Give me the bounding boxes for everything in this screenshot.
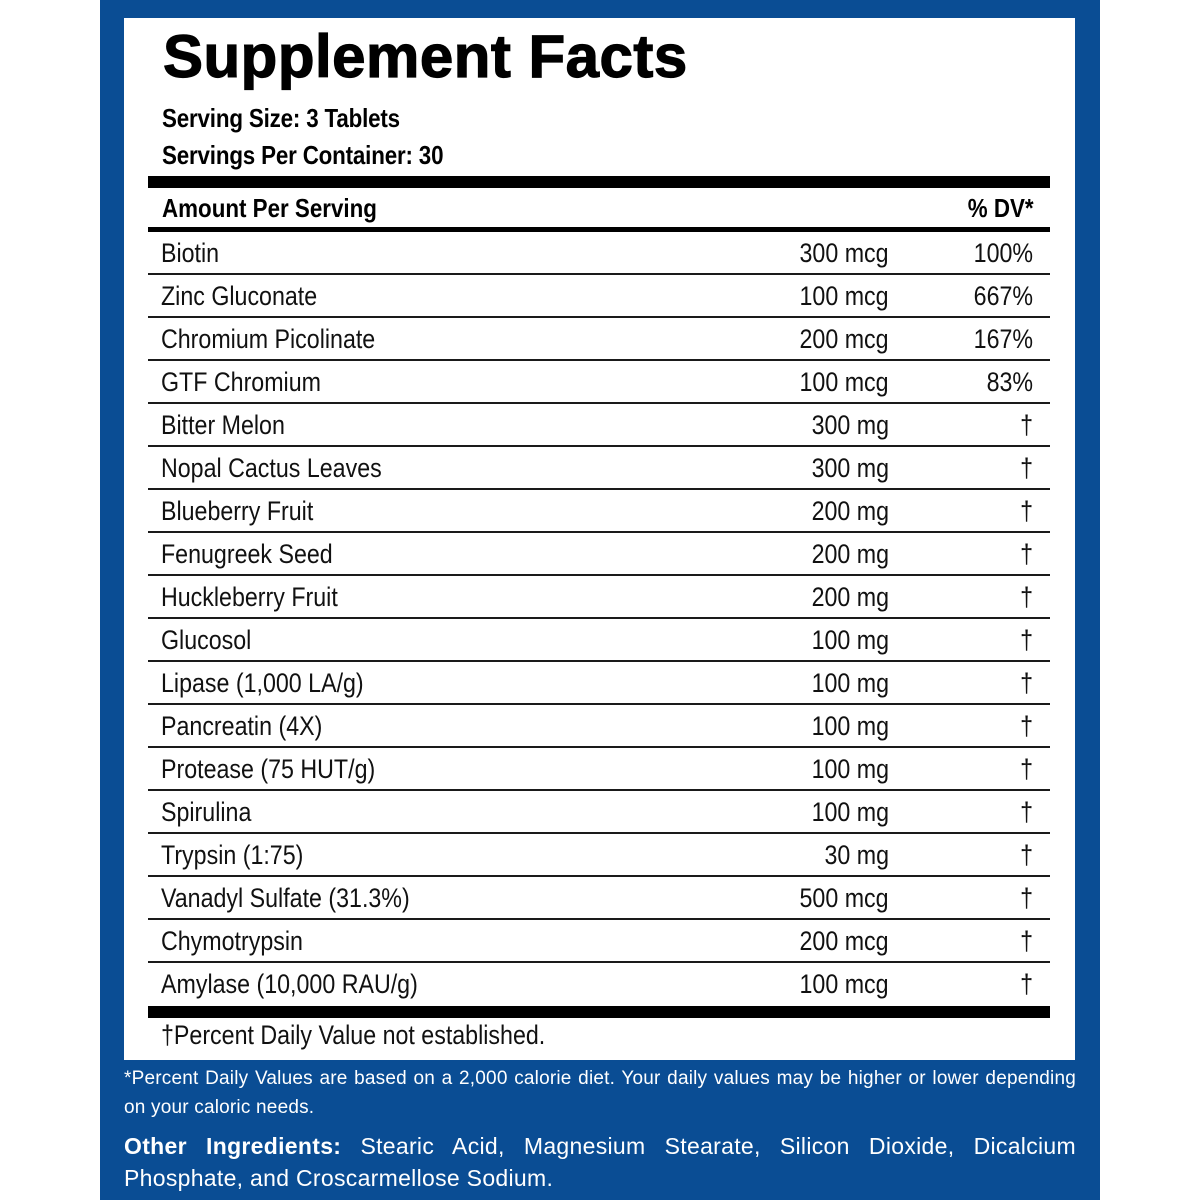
table-row: [148, 748, 1050, 791]
nutrient-daily-value: †: [1020, 496, 1033, 526]
nutrient-name: Protease (75 HUT/g): [161, 754, 376, 784]
nutrient-daily-value: †: [1020, 926, 1033, 956]
nutrient-name: Blueberry Fruit: [161, 496, 314, 526]
nutrient-amount: 100 mcg: [799, 367, 889, 397]
nutrient-amount: 200 mcg: [799, 926, 889, 956]
thick-divider-top: [148, 176, 1050, 188]
nutrient-amount: 200 mcg: [799, 324, 889, 354]
nutrient-amount: 100 mg: [811, 668, 889, 698]
nutrient-amount: 30 mg: [824, 840, 889, 870]
nutrient-table: [148, 232, 1050, 1004]
nutrient-daily-value: †: [1020, 582, 1033, 612]
nutrient-amount: 300 mg: [811, 453, 889, 483]
nutrient-amount: 100 mg: [811, 797, 889, 827]
nutrient-amount: 200 mg: [811, 582, 889, 612]
nutrient-amount: 100 mg: [811, 711, 889, 741]
nutrient-daily-value: †: [1020, 797, 1033, 827]
nutrient-name: Fenugreek Seed: [161, 539, 333, 569]
nutrient-name: Pancreatin (4X): [161, 711, 323, 741]
table-row: [148, 920, 1050, 963]
nutrient-daily-value: †: [1020, 840, 1033, 870]
nutrient-name: Biotin: [161, 238, 220, 268]
nutrient-name: Bitter Melon: [161, 410, 285, 440]
table-row: [148, 963, 1050, 1004]
nutrient-name: GTF Chromium: [161, 367, 321, 397]
nutrient-amount: 200 mg: [811, 496, 889, 526]
amount-per-serving-label: Amount Per Serving: [162, 193, 377, 223]
nutrient-daily-value: 83%: [986, 367, 1033, 397]
other-ingredients-label: Other Ingredients:: [124, 1133, 342, 1159]
nutrient-amount: 300 mcg: [799, 238, 889, 268]
table-row: [148, 877, 1050, 920]
table-row: [148, 404, 1050, 447]
table-row: [148, 662, 1050, 705]
nutrient-name: Zinc Gluconate: [161, 281, 318, 311]
nutrient-daily-value: †: [1020, 410, 1033, 440]
nutrient-name: Chymotrypsin: [161, 926, 303, 956]
table-row: [148, 490, 1050, 533]
serving-size: Serving Size: 3 Tablets: [162, 103, 400, 133]
table-row: [148, 619, 1050, 662]
nutrient-daily-value: †: [1020, 883, 1033, 913]
nutrient-name: Amylase (10,000 RAU/g): [161, 969, 418, 999]
nutrient-name: Trypsin (1:75): [161, 840, 304, 870]
nutrient-daily-value: 100%: [973, 238, 1033, 268]
nutrient-amount: 500 mcg: [799, 883, 889, 913]
nutrient-amount: 100 mg: [811, 625, 889, 655]
nutrient-name: Vanadyl Sulfate (31.3%): [161, 883, 410, 913]
table-row: [148, 834, 1050, 877]
nutrient-daily-value: †: [1020, 625, 1033, 655]
label-title: Supplement Facts: [163, 23, 688, 90]
nutrient-daily-value: †: [1020, 668, 1033, 698]
table-row: [148, 361, 1050, 404]
table-header: [148, 188, 1050, 227]
nutrient-daily-value: †: [1020, 711, 1033, 741]
nutrient-name: Lipase (1,000 LA/g): [161, 668, 364, 698]
daily-value-disclaimer: *Percent Daily Values are based on a 2,000 calorie diet. Your daily values may be higher or lower depending on your caloric needs.: [124, 1068, 1076, 1118]
table-row: [148, 318, 1050, 361]
thick-divider-bottom: [148, 1006, 1050, 1018]
table-row: [148, 533, 1050, 576]
nutrient-amount: 200 mg: [811, 539, 889, 569]
nutrient-name: Huckleberry Fruit: [161, 582, 338, 612]
other-ingredients: [124, 1130, 1076, 1194]
nutrient-daily-value: †: [1020, 453, 1033, 483]
nutrient-daily-value: †: [1020, 754, 1033, 784]
table-row: [148, 232, 1050, 275]
nutrient-name: Chromium Picolinate: [161, 324, 376, 354]
table-row: [148, 275, 1050, 318]
nutrient-name: Glucosol: [161, 625, 252, 655]
nutrient-daily-value: †: [1020, 539, 1033, 569]
table-row: [148, 576, 1050, 619]
nutrient-amount: 100 mcg: [799, 281, 889, 311]
table-row: [148, 705, 1050, 748]
nutrient-name: Spirulina: [161, 797, 252, 827]
nutrient-amount: 100 mcg: [799, 969, 889, 999]
nutrient-daily-value: 667%: [973, 281, 1033, 311]
nutrient-daily-value: 167%: [973, 324, 1033, 354]
table-row: [148, 791, 1050, 834]
daily-value-header: % DV*: [968, 193, 1034, 223]
other-ingredients-list: Stearic Acid, Magnesium Stearate, Silicon Dioxide, Dicalcium Phosphate, and Croscarmellose Sodium.: [124, 1133, 1076, 1191]
nutrient-amount: 300 mg: [811, 410, 889, 440]
nutrient-amount: 100 mg: [811, 754, 889, 784]
servings-per-container: Servings Per Container: 30: [162, 140, 444, 170]
dagger-footnote: †Percent Daily Value not established.: [161, 1020, 546, 1050]
nutrient-name: Nopal Cactus Leaves: [161, 453, 382, 483]
nutrient-daily-value: †: [1020, 969, 1033, 999]
table-row: [148, 447, 1050, 490]
